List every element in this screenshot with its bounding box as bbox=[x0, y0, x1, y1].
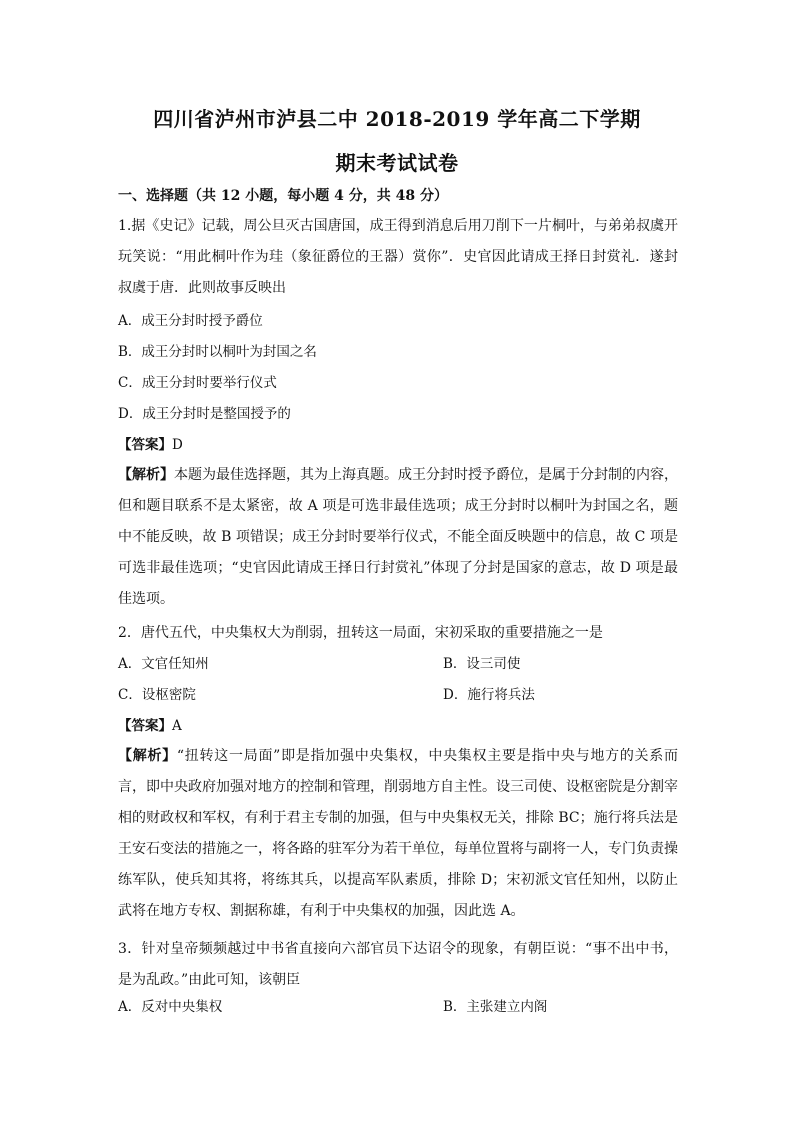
answer-label: 【答案】 bbox=[118, 718, 172, 734]
section-heading: 一、选择题（共 12 小题，每小题 4 分，共 48 分） bbox=[118, 188, 448, 204]
question-1-answer bbox=[118, 435, 183, 455]
question-3-option-b: B．主张建立内阁 bbox=[443, 999, 548, 1015]
answer-value: A bbox=[172, 718, 182, 734]
answer-value: D bbox=[172, 437, 183, 453]
question-1-option-a: A．成王分封时授予爵位 bbox=[118, 313, 263, 329]
question-2-stem: 2．唐代五代，中央集权大为削弱，扭转这一局面，宋初采取的重要措施之一是 bbox=[118, 625, 603, 641]
question-2-option-c: C．设枢密院 bbox=[118, 687, 196, 703]
analysis-text: 本题为最佳选择题，其为上海真题。成王分封时授予爵位，是属于分封制的内容，但和题目联系不是太紧密，故 A 项是可选非最佳选项；成王分封时以桐叶为封国之名，题中不能反映，故 B 项错误；成王分封时要举行仪式，不能全面反映题中的信息，故 C 项是可选非最佳选项；“史官因此请成王择日行封赏礼”体现了分封是国家的意志，故 D 项是最佳选项。 bbox=[118, 467, 678, 607]
answer-label: 【答案】 bbox=[118, 437, 172, 453]
document-title-line1: 四川省泸州市泸县二中 2018-2019 学年高二下学期 bbox=[153, 107, 641, 131]
question-2-answer bbox=[118, 716, 182, 736]
question-1-option-b: B．成王分封时以桐叶为封国之名 bbox=[118, 344, 317, 360]
question-2-option-a: A．文官任知州 bbox=[118, 656, 209, 672]
question-2-analysis bbox=[118, 741, 678, 927]
question-1-stem: 1.据《史记》记载，周公旦灭古国唐国，成王得到消息后用刀削下一片桐叶，与弟弟叔虞开玩笑说：“用此桐叶作为珪（象征爵位的王器）赏你”．史官因此请成王择日封赏礼．遂封叔虞于唐．此则故事反映出 bbox=[118, 218, 678, 296]
analysis-text: “扭转这一局面”即是指加强中央集权，中央集权主要是指中央与地方的关系而言，即中央政府加强对地方的控制和管理，削弱地方自主性。设三司使、设枢密院是分割宰相的财政权和军权，有利于君主专制的加强，但与中央集权无关，排除 BC；施行将兵法是王安石变法的措施之一，将各路的驻军分为若干单位，每单位置将与副将一人，专门负责操练军队，使兵知其将，将练其兵，以提高军队素质，排除 D；宋初派文官任知州，以防止武将在地方专权、割据称雄，有利于中央集权的加强，因此选 A。 bbox=[118, 748, 679, 919]
question-1-analysis bbox=[118, 460, 678, 615]
document-title-line2: 期末考试试卷 bbox=[335, 151, 459, 175]
question-3-stem: 3．针对皇帝频频越过中书省直接向六部官员下达诏令的现象，有朝臣说：“事不出中书，是为乱政。”由此可知，该朝臣 bbox=[118, 941, 678, 988]
question-1-option-c: C．成王分封时要举行仪式 bbox=[118, 375, 277, 391]
question-2-option-b: B．设三司使 bbox=[443, 656, 521, 672]
question-1-option-d: D．成王分封时是整国授予的 bbox=[118, 406, 291, 422]
analysis-label: 【解析】 bbox=[118, 467, 174, 483]
question-3-option-a: A．反对中央集权 bbox=[118, 999, 223, 1015]
analysis-label: 【解析】 bbox=[118, 748, 177, 764]
question-2-option-d: D．施行将兵法 bbox=[443, 687, 535, 703]
